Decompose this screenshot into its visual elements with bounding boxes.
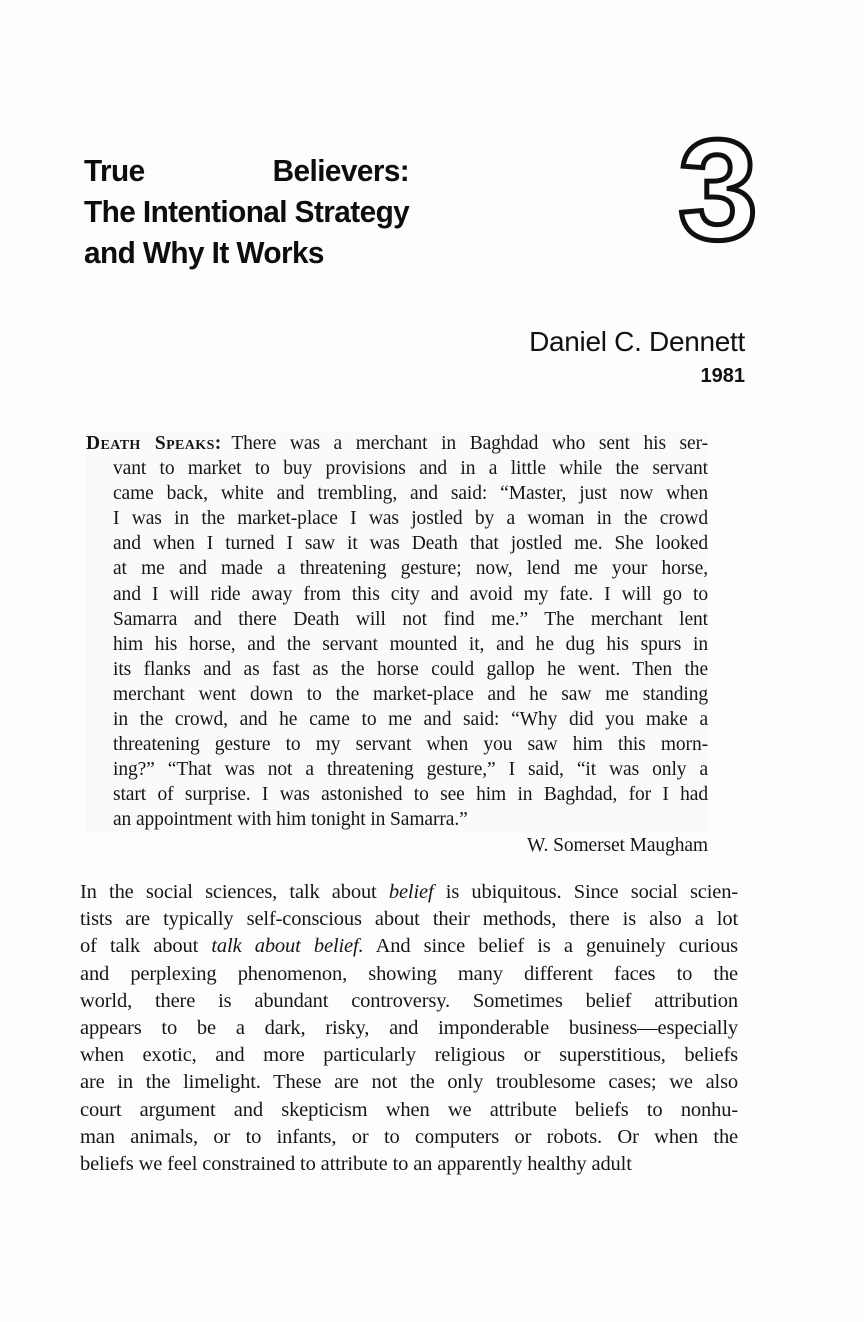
text-line: and perplexing phenomenon, showing many different faces to the: [80, 962, 738, 985]
chapter-number-text: 3: [678, 134, 758, 256]
body-paragraph: [80, 879, 738, 1178]
text-line: man animals, or to infants, or to computers or robots. Or when the: [80, 1125, 738, 1148]
author-name: Daniel C. Dennett: [529, 326, 745, 357]
outlined-numeral-3-icon: [668, 134, 768, 256]
text-line: him his horse, and the servant mounted it, and he dug his spurs in: [113, 633, 708, 655]
text-line: I was in the market-place I was jostled by a woman in the crowd: [113, 508, 708, 530]
epigraph-quote: [86, 431, 708, 833]
text-line: In the social sciences, talk about belief is ubiquitous. Since social scien-: [80, 881, 738, 903]
text-line: ing?” “That was not a threatening gesture,” I said, “it was only a: [113, 759, 708, 781]
text-line: of talk about talk about belief. And since belief is a genuinely curious: [80, 935, 739, 958]
epigraph-attribution-wrap: [86, 833, 708, 858]
text-line: and I will ride away from this city and avoid my fate. I will go to: [113, 583, 708, 605]
text-line: court argument and skepticism when we attribute beliefs to nonhu-: [80, 1098, 738, 1121]
author-block: [529, 326, 745, 387]
text-line: and Why It Works: [84, 235, 324, 270]
text-line: beliefs we feel constrained to attribute to an apparently healthy adult: [80, 1153, 632, 1176]
small-caps-lead-in: Death Speaks:: [86, 433, 222, 454]
chapter-title: [84, 150, 409, 273]
publication-year: 1981: [700, 365, 745, 387]
chapter-number: [668, 134, 768, 256]
text-line: Death Speaks: There was a merchant in Baghdad who sent his ser-: [86, 433, 708, 454]
epigraph-attribution: W. Somerset Maugham: [527, 835, 708, 856]
text-line: its flanks and as fast as the horse could gallop he went. Then the: [113, 658, 708, 680]
text-line: Samarra and there Death will not find me.” The merchant lent: [113, 608, 708, 630]
text-line: came back, white and trembling, and said: “Master, just now when: [113, 483, 708, 505]
text-line: vant to market to buy provisions and in a little while the servant: [113, 458, 708, 480]
text-line: True Believers:: [84, 153, 410, 188]
text-line: merchant went down to the market-place and he saw me standing: [113, 683, 708, 705]
text-line: start of surprise. I was astonished to see him in Baghdad, for I had: [113, 784, 708, 806]
text-line: and when I turned I saw it was Death that jostled me. She looked: [113, 533, 708, 555]
text-line: The Intentional Strategy: [84, 194, 410, 229]
text-line: an appointment with him tonight in Samarra.”: [113, 809, 468, 831]
text-line: are in the limelight. These are not the only troublesome cases; we also: [80, 1071, 738, 1094]
text-line: when exotic, and more particularly religious or superstitious, beliefs: [80, 1044, 738, 1067]
text-line: world, there is abundant controversy. Sometimes belief attribution: [80, 989, 738, 1012]
text-line: threatening gesture to my servant when you saw him this morn-: [113, 734, 708, 756]
text-line: in the crowd, and he came to me and said: “Why did you make a: [113, 709, 708, 731]
text-line: appears to be a dark, risky, and imponderable business—especially: [80, 1017, 738, 1040]
text-line: tists are typically self-conscious about their methods, there is also a lot: [80, 908, 738, 931]
text-line: at me and made a threatening gesture; now, lend me your horse,: [113, 558, 708, 580]
